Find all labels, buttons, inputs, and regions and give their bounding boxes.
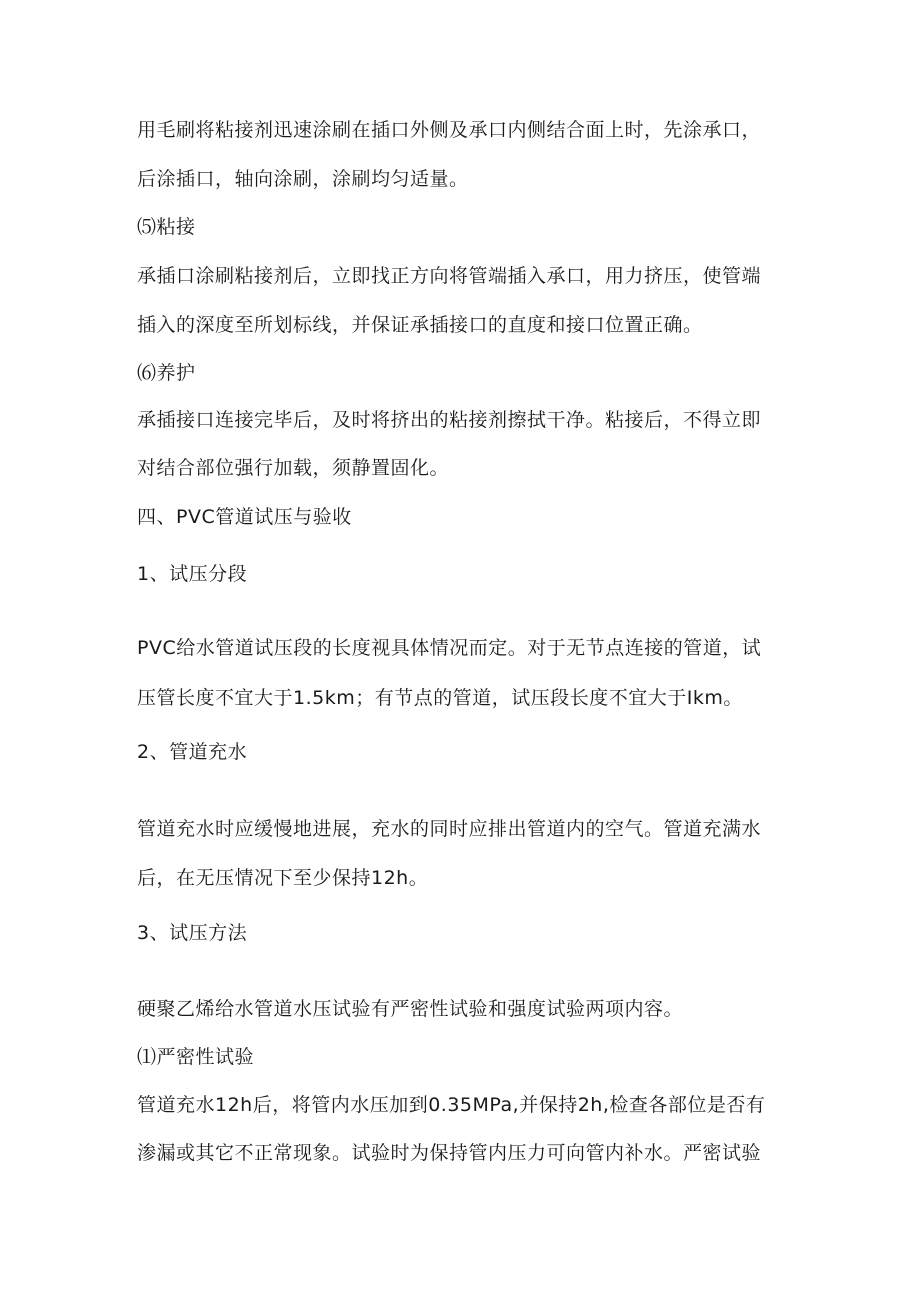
paragraph-line: PVC给水管道试压段的长度视具体情况而定。对于无节点连接的管道，试: [137, 637, 762, 659]
paragraph-line: 硬聚乙烯给水管道水压试验有严密性试验和强度试验两项内容。: [137, 998, 684, 1020]
paragraph-line: 后，在无压情况下至少保持12h。: [137, 867, 429, 889]
section-heading: 3、试压方法: [137, 922, 248, 944]
section-heading: 1、试压分段: [137, 563, 248, 585]
paragraph-line: 渗漏或其它不正常现象。试验时为保持管内压力可向管内补水。严密试验: [137, 1142, 762, 1164]
paragraph-line: 用毛刷将粘接剂迅速涂刷在插口外侧及承口内侧结合面上时，先涂承口，: [137, 119, 762, 141]
paragraph-line: 管道充水12h后，将管内水压加到0.35MPa,并保持2h,检查各部位是否有: [137, 1094, 766, 1116]
paragraph-line: 对结合部位强行加载，须静置固化。: [137, 457, 450, 479]
paragraph-line: 管道充水时应缓慢地进展，充水的同时应排出管道内的空气。管道充满水: [137, 818, 762, 840]
section-heading: ⑸粘接: [137, 216, 196, 238]
section-heading: 2、管道充水: [137, 741, 248, 763]
paragraph-line: 压管长度不宜大于1.5km；有节点的管道，试压段长度不宜大于Ikm。: [137, 687, 743, 709]
paragraph-line: 承插接口连接完毕后，及时将挤出的粘接剂擦拭干净。粘接后，不得立即: [137, 409, 762, 431]
chapter-heading: 四、PVC管道试压与验收: [137, 506, 352, 528]
paragraph-line: 后涂插口，轴向涂刷，涂刷均匀适量。: [137, 168, 469, 190]
paragraph-line: 承插口涂刷粘接剂后，立即找正方向将管端插入承口，用力挤压，使管端: [137, 265, 762, 287]
section-heading: ⑹养护: [137, 362, 196, 384]
section-heading: ⑴严密性试验: [137, 1046, 255, 1068]
paragraph-line: 插入的深度至所划标线，并保证承插接口的直度和接口位置正确。: [137, 314, 703, 336]
